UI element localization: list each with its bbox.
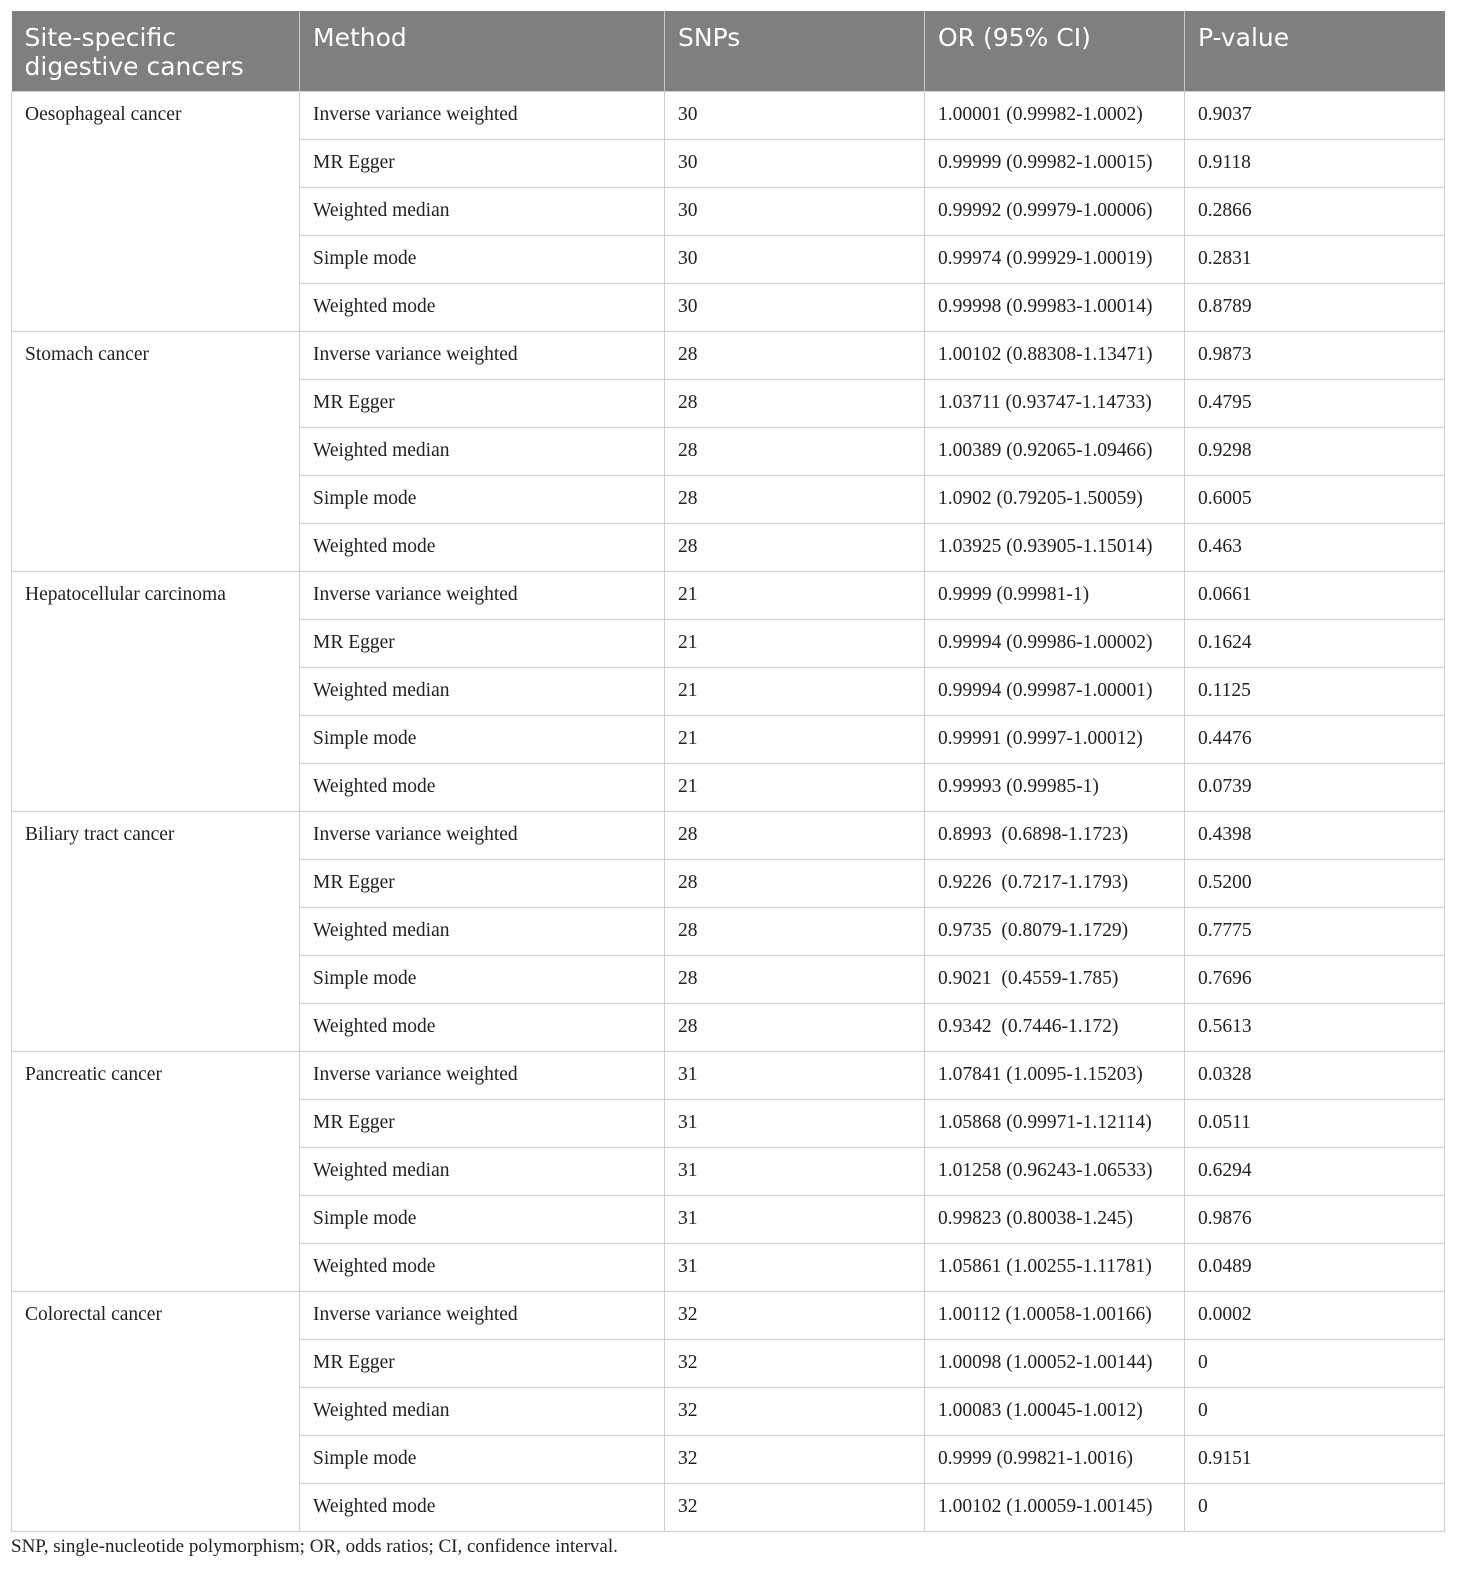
cancer-cell: Oesophageal cancer xyxy=(12,91,300,331)
snps-cell: 28 xyxy=(665,427,925,475)
cancer-cell: Colorectal cancer xyxy=(12,1291,300,1531)
table-row xyxy=(12,1051,1445,1099)
method-cell: Weighted median xyxy=(300,907,665,955)
p-value-cell: 0.2866 xyxy=(1185,187,1445,235)
method-cell: MR Egger xyxy=(300,1099,665,1147)
cancer-cell: Stomach cancer xyxy=(12,331,300,571)
or-cell: 0.99823 (0.80038-1.245) xyxy=(925,1195,1185,1243)
method-cell: Weighted median xyxy=(300,667,665,715)
p-value-cell: 0.9037 xyxy=(1185,91,1445,139)
p-value-cell: 0.6005 xyxy=(1185,475,1445,523)
p-value-cell: 0 xyxy=(1185,1483,1445,1531)
p-value-cell: 0.0002 xyxy=(1185,1291,1445,1339)
or-cell: 1.00001 (0.99982-1.0002) xyxy=(925,91,1185,139)
or-cell: 0.8993 (0.6898-1.1723) xyxy=(925,811,1185,859)
table-row xyxy=(12,91,1445,139)
header-p-value: P-value xyxy=(1185,11,1445,91)
snps-cell: 32 xyxy=(665,1435,925,1483)
table-row xyxy=(12,1291,1445,1339)
or-cell: 0.99974 (0.99929-1.00019) xyxy=(925,235,1185,283)
or-cell: 0.99994 (0.99987-1.00001) xyxy=(925,667,1185,715)
method-cell: Weighted median xyxy=(300,187,665,235)
p-value-cell: 0.9298 xyxy=(1185,427,1445,475)
snps-cell: 32 xyxy=(665,1339,925,1387)
snps-cell: 28 xyxy=(665,523,925,571)
method-cell: Simple mode xyxy=(300,1195,665,1243)
method-cell: Inverse variance weighted xyxy=(300,1051,665,1099)
p-value-cell: 0 xyxy=(1185,1339,1445,1387)
p-value-cell: 0.2831 xyxy=(1185,235,1445,283)
p-value-cell: 0.5613 xyxy=(1185,1003,1445,1051)
snps-cell: 21 xyxy=(665,571,925,619)
snps-cell: 32 xyxy=(665,1483,925,1531)
method-cell: Simple mode xyxy=(300,235,665,283)
method-cell: Simple mode xyxy=(300,715,665,763)
or-cell: 0.9226 (0.7217-1.1793) xyxy=(925,859,1185,907)
snps-cell: 28 xyxy=(665,331,925,379)
p-value-cell: 0.6294 xyxy=(1185,1147,1445,1195)
snps-cell: 28 xyxy=(665,811,925,859)
snps-cell: 31 xyxy=(665,1099,925,1147)
or-cell: 0.9735 (0.8079-1.1729) xyxy=(925,907,1185,955)
or-cell: 0.99991 (0.9997-1.00012) xyxy=(925,715,1185,763)
method-cell: Weighted mode xyxy=(300,763,665,811)
method-cell: MR Egger xyxy=(300,379,665,427)
or-cell: 1.00083 (1.00045-1.0012) xyxy=(925,1387,1185,1435)
or-cell: 1.00102 (1.00059-1.00145) xyxy=(925,1483,1185,1531)
snps-cell: 28 xyxy=(665,907,925,955)
or-cell: 0.99992 (0.99979-1.00006) xyxy=(925,187,1185,235)
p-value-cell: 0.4398 xyxy=(1185,811,1445,859)
method-cell: Inverse variance weighted xyxy=(300,331,665,379)
method-cell: MR Egger xyxy=(300,619,665,667)
or-cell: 0.99999 (0.99982-1.00015) xyxy=(925,139,1185,187)
snps-cell: 28 xyxy=(665,475,925,523)
or-cell: 1.05868 (0.99971-1.12114) xyxy=(925,1099,1185,1147)
p-value-cell: 0.8789 xyxy=(1185,283,1445,331)
p-value-cell: 0.0661 xyxy=(1185,571,1445,619)
snps-cell: 30 xyxy=(665,139,925,187)
header-cancer: Site-specific digestive cancers xyxy=(12,11,300,91)
or-cell: 0.9999 (0.99981-1) xyxy=(925,571,1185,619)
method-cell: MR Egger xyxy=(300,139,665,187)
snps-cell: 28 xyxy=(665,955,925,1003)
or-cell: 1.00112 (1.00058-1.00166) xyxy=(925,1291,1185,1339)
or-cell: 0.99994 (0.99986-1.00002) xyxy=(925,619,1185,667)
method-cell: Weighted mode xyxy=(300,1483,665,1531)
p-value-cell: 0.9876 xyxy=(1185,1195,1445,1243)
p-value-cell: 0.0328 xyxy=(1185,1051,1445,1099)
snps-cell: 32 xyxy=(665,1291,925,1339)
method-cell: Inverse variance weighted xyxy=(300,811,665,859)
p-value-cell: 0.5200 xyxy=(1185,859,1445,907)
or-cell: 1.0902 (0.79205-1.50059) xyxy=(925,475,1185,523)
or-cell: 1.00389 (0.92065-1.09466) xyxy=(925,427,1185,475)
or-cell: 0.9021 (0.4559-1.785) xyxy=(925,955,1185,1003)
method-cell: Weighted median xyxy=(300,1387,665,1435)
table-row xyxy=(12,571,1445,619)
or-cell: 0.99998 (0.99983-1.00014) xyxy=(925,283,1185,331)
or-cell: 1.07841 (1.0095-1.15203) xyxy=(925,1051,1185,1099)
results-table xyxy=(11,11,1445,1532)
p-value-cell: 0.463 xyxy=(1185,523,1445,571)
method-cell: Simple mode xyxy=(300,475,665,523)
snps-cell: 28 xyxy=(665,1003,925,1051)
method-cell: Simple mode xyxy=(300,955,665,1003)
p-value-cell: 0.1125 xyxy=(1185,667,1445,715)
or-cell: 0.9999 (0.99821-1.0016) xyxy=(925,1435,1185,1483)
p-value-cell: 0.7775 xyxy=(1185,907,1445,955)
snps-cell: 21 xyxy=(665,667,925,715)
or-cell: 1.01258 (0.96243-1.06533) xyxy=(925,1147,1185,1195)
p-value-cell: 0.4795 xyxy=(1185,379,1445,427)
or-cell: 1.00098 (1.00052-1.00144) xyxy=(925,1339,1185,1387)
snps-cell: 32 xyxy=(665,1387,925,1435)
header-method: Method xyxy=(300,11,665,91)
method-cell: Weighted mode xyxy=(300,1243,665,1291)
or-cell: 1.00102 (0.88308-1.13471) xyxy=(925,331,1185,379)
p-value-cell: 0.0489 xyxy=(1185,1243,1445,1291)
method-cell: Inverse variance weighted xyxy=(300,91,665,139)
table-row xyxy=(12,331,1445,379)
table-body xyxy=(12,91,1445,1531)
snps-cell: 30 xyxy=(665,91,925,139)
p-value-cell: 0.0739 xyxy=(1185,763,1445,811)
snps-cell: 30 xyxy=(665,235,925,283)
p-value-cell: 0.7696 xyxy=(1185,955,1445,1003)
snps-cell: 28 xyxy=(665,859,925,907)
snps-cell: 21 xyxy=(665,763,925,811)
method-cell: MR Egger xyxy=(300,859,665,907)
snps-cell: 30 xyxy=(665,283,925,331)
snps-cell: 21 xyxy=(665,619,925,667)
p-value-cell: 0 xyxy=(1185,1387,1445,1435)
method-cell: MR Egger xyxy=(300,1339,665,1387)
header-or: OR (95% CI) xyxy=(925,11,1185,91)
table-footnote: SNP, single-nucleotide polymorphism; OR, odds ratios; CI, confidence interval. xyxy=(11,1536,618,1557)
method-cell: Weighted mode xyxy=(300,283,665,331)
or-cell: 0.99993 (0.99985-1) xyxy=(925,763,1185,811)
or-cell: 0.9342 (0.7446-1.172) xyxy=(925,1003,1185,1051)
p-value-cell: 0.9151 xyxy=(1185,1435,1445,1483)
method-cell: Inverse variance weighted xyxy=(300,1291,665,1339)
or-cell: 1.03925 (0.93905-1.15014) xyxy=(925,523,1185,571)
p-value-cell: 0.9118 xyxy=(1185,139,1445,187)
snps-cell: 30 xyxy=(665,187,925,235)
results-table-container xyxy=(11,11,1444,1532)
snps-cell: 28 xyxy=(665,379,925,427)
p-value-cell: 0.9873 xyxy=(1185,331,1445,379)
method-cell: Inverse variance weighted xyxy=(300,571,665,619)
header-snps: SNPs xyxy=(665,11,925,91)
or-cell: 1.03711 (0.93747-1.14733) xyxy=(925,379,1185,427)
method-cell: Simple mode xyxy=(300,1435,665,1483)
method-cell: Weighted median xyxy=(300,427,665,475)
table-header-row xyxy=(12,11,1445,91)
cancer-cell: Biliary tract cancer xyxy=(12,811,300,1051)
table-row xyxy=(12,811,1445,859)
method-cell: Weighted mode xyxy=(300,1003,665,1051)
method-cell: Weighted median xyxy=(300,1147,665,1195)
or-cell: 1.05861 (1.00255-1.11781) xyxy=(925,1243,1185,1291)
snps-cell: 21 xyxy=(665,715,925,763)
snps-cell: 31 xyxy=(665,1051,925,1099)
cancer-cell: Hepatocellular carcinoma xyxy=(12,571,300,811)
snps-cell: 31 xyxy=(665,1243,925,1291)
snps-cell: 31 xyxy=(665,1195,925,1243)
snps-cell: 31 xyxy=(665,1147,925,1195)
p-value-cell: 0.4476 xyxy=(1185,715,1445,763)
p-value-cell: 0.1624 xyxy=(1185,619,1445,667)
cancer-cell: Pancreatic cancer xyxy=(12,1051,300,1291)
method-cell: Weighted mode xyxy=(300,523,665,571)
p-value-cell: 0.0511 xyxy=(1185,1099,1445,1147)
